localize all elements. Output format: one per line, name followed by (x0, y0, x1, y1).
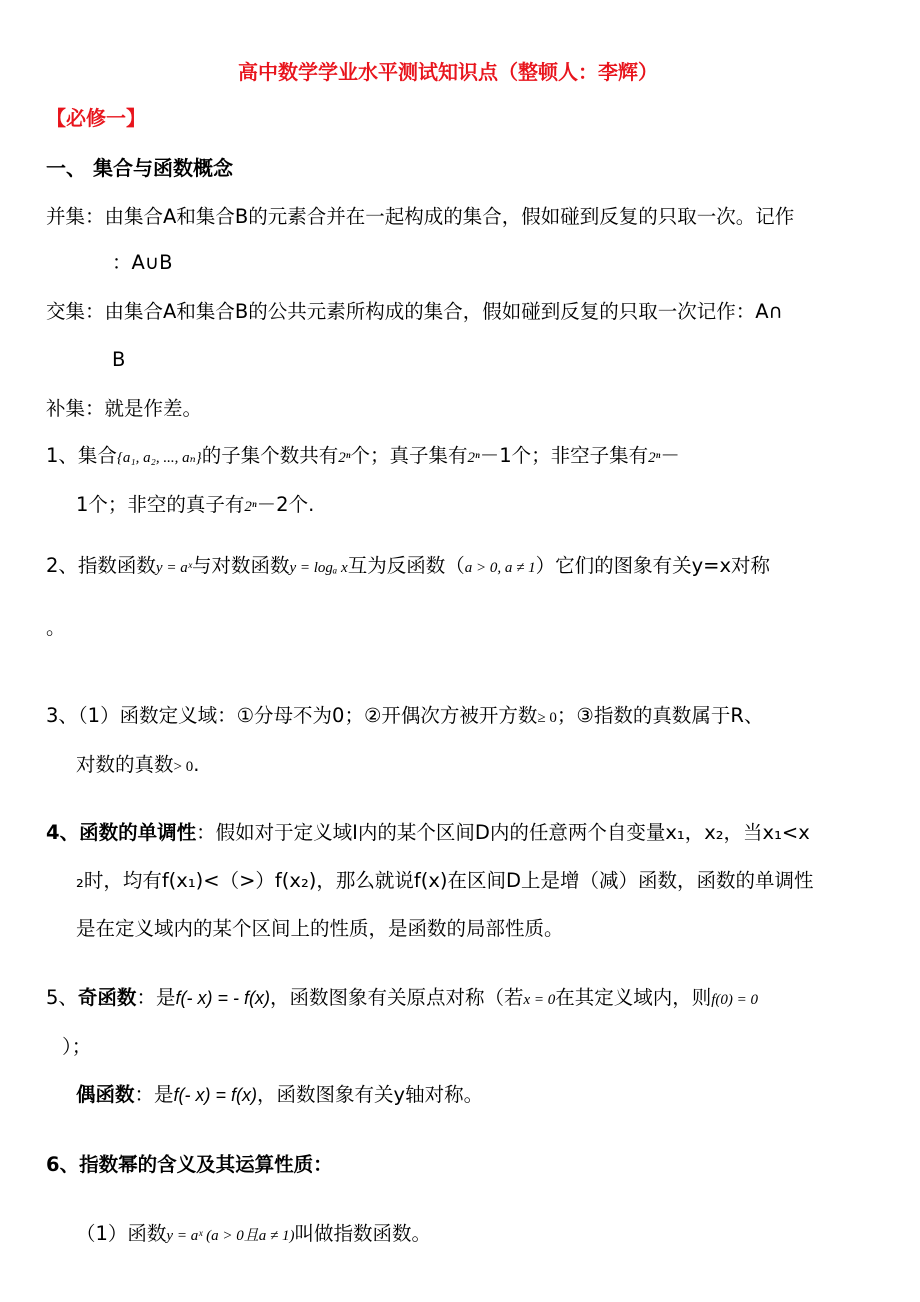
even-function-expression: f(- x) = f(x) (173, 1085, 258, 1105)
item-4-line-3: 是在定义域内的某个区间上的性质，是函数的局部性质。 (76, 917, 564, 940)
item-5-line-2: ）； (62, 1035, 92, 1058)
item-5-line-1: 5、奇函数：是f(- x) = - f(x)，函数图象有关原点对称（若x = 0在其定义域内，则f(0) = 0 (46, 986, 759, 1009)
item-3-line-2: 对数的真数> 0. (76, 753, 200, 776)
even-function-line: 偶函数：是f(- x) = f(x)，函数图象有关y轴对称。 (76, 1083, 484, 1106)
intersection-definition: 交集：由集合A和集合B的公共元素所构成的集合，假如碰到反复的只取一次记作：A∩ (46, 300, 783, 323)
item-3-line-1: 3、（1）函数定义域：①分母不为0；②开偶次方被开方数≥ 0；③指数的真数属于R、 (46, 704, 764, 727)
union-notation: ：A∪B (112, 251, 173, 274)
exponential-expression: y = aˣ (155, 560, 192, 576)
item-2-line-2: 。 (46, 616, 66, 639)
power-expression: 2ⁿ (467, 450, 480, 466)
item-1-line-2: 1个；非空的真子有2ⁿ－2个. (76, 493, 315, 516)
item-4-line-2: ₂时，均有f(x₁)<（>）f(x₂)，那么就说f(x)在区间D上是增（减）函数，函数的单调性 (76, 869, 814, 892)
even-function-label: 偶函数 (76, 1083, 135, 1106)
union-definition: 并集：由集合A和集合B的元素合并在一起构成的集合，假如碰到反复的只取一次。记作 (46, 205, 795, 228)
monotonicity-label: 4、函数的单调性 (46, 821, 197, 844)
logarithm-expression: y = logₐ x (289, 560, 348, 576)
item-6-heading: 6、指数幂的含义及其运算性质： (46, 1153, 333, 1176)
power-expression: 2ⁿ (338, 450, 351, 466)
power-expression: 2ⁿ (648, 450, 661, 466)
section-heading: 一、 集合与函数概念 (46, 156, 233, 180)
item-2-line-1: 2、指数函数y = aˣ与对数函数y = logₐ x互为反函数（a > 0, a ≠ 1）它们的图象有关y=x对称 (46, 554, 770, 577)
power-expression: 2ⁿ (244, 499, 257, 515)
set-expression: {a₁, a₂, ..., aₙ} (116, 450, 202, 466)
odd-function-expression: f(- x) = - f(x) (175, 988, 270, 1008)
exponential-function-expression: y = aˣ (a > 0且a ≠ 1) (166, 1228, 295, 1244)
odd-function-label: 奇函数 (77, 986, 137, 1009)
condition-expression: a > 0, a ≠ 1 (464, 560, 536, 576)
intersection-notation: B (112, 348, 126, 371)
item-6-1: （1）函数y = aˣ (a > 0且a ≠ 1)叫做指数函数。 (76, 1222, 432, 1245)
page-title: 高中数学学业水平测试知识点（整顿人：李辉） (238, 60, 658, 84)
chapter-heading: 【必修一】 (46, 106, 146, 130)
complement-definition: 补集：就是作差。 (46, 397, 203, 420)
item-1-line-1: 1、集合{a₁, a₂, ..., aₙ}的子集个数共有2ⁿ个；真子集有2ⁿ－1个；非空子集有2ⁿ－ (46, 444, 680, 467)
item-4-line-1: 4、函数的单调性：假如对于定义域I内的某个区间D内的任意两个自变量x₁，x₂，当x₁<x (46, 821, 810, 844)
